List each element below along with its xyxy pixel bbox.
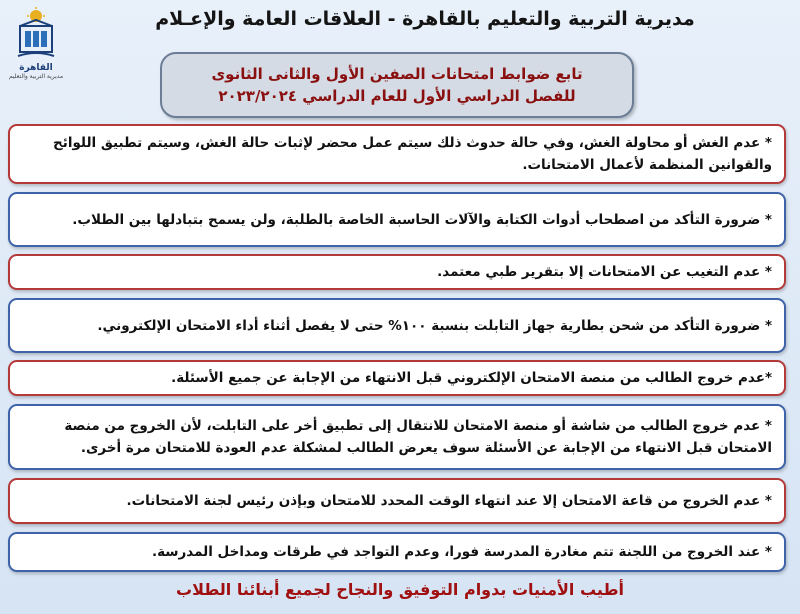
subtitle-line-1: تابع ضوابط امتحانات الصفين الأول والثانى الثانوى	[211, 65, 583, 83]
rule-item	[8, 404, 786, 470]
rule-text: *عدم خروج الطالب من منصة الامتحان الإلكتروني قبل الانتهاء من الإجابة عن جميع الأسئلة.	[171, 370, 772, 386]
rule-item	[8, 478, 786, 524]
directorate-logo	[10, 6, 62, 92]
rule-text: * عدم خروج الطالب من شاشة أو منصة الامتحان للانتقال إلى تطبيق أخر على التابلت، لأن الخروج من منصة الامتحان قبل الانتهاء من الإجابة عن الأسئلة سوف يعرض الطالب لمشكلة عدم العودة للامتحان مرة أخرى.	[64, 418, 772, 456]
logo-emblem-icon	[14, 6, 58, 62]
rule-text: * عدم التغيب عن الامتحانات إلا بتقرير طبي معتمد.	[437, 264, 772, 280]
logo-subtext: مديرية التربية والتعليم	[8, 73, 64, 80]
rule-text: * ضرورة التأكد من شحن بطارية جهاز التابلت بنسبة ١٠٠% حتى لا يفصل أثناء أداء الامتحان الإلكتروني.	[97, 317, 772, 334]
rule-item	[8, 360, 786, 396]
logo-text: القاهرة	[19, 63, 53, 73]
subtitle-box	[160, 52, 634, 118]
rule-item	[8, 192, 786, 247]
rule-text: * عدم الخروج من قاعة الامتحان إلا عند انتهاء الوقت المحدد للامتحان وبإذن رئيس لجنة الامتحانات.	[126, 493, 772, 509]
rule-item	[8, 254, 786, 290]
page-title: مديرية التربية والتعليم بالقاهرة - العلاقات العامة والإعـلام	[155, 8, 695, 30]
rule-text: * ضرورة التأكد من اصطحاب أدوات الكتابة والآلات الحاسبة الخاصة بالطلبة، ولن يسمح بتبادلها بين الطلاب.	[72, 211, 772, 228]
rule-text: * عدم الغش أو محاولة الغش، وفي حالة حدوث ذلك سيتم عمل محضر لإثبات حالة الغش، وسيتم تطبيق اللوائح والقوانين المنظمة لأعمال الامتحانات.	[53, 135, 772, 173]
footer-wishes: أطيب الأمنيات بدوام التوفيق والنجاح لجميع أبنائنا الطلاب	[175, 580, 624, 599]
subtitle-line-2: للفصل الدراسي الأول للعام الدراسي ٢٠٢٣/٢٠٢٤	[218, 87, 576, 105]
rule-item	[8, 124, 786, 184]
rule-text: * عند الخروج من اللجنة تتم مغادرة المدرسة فورا، وعدم التواجد في طرقات ومداخل المدرسة.	[151, 544, 772, 560]
rule-item	[8, 532, 786, 572]
rule-item	[8, 298, 786, 353]
